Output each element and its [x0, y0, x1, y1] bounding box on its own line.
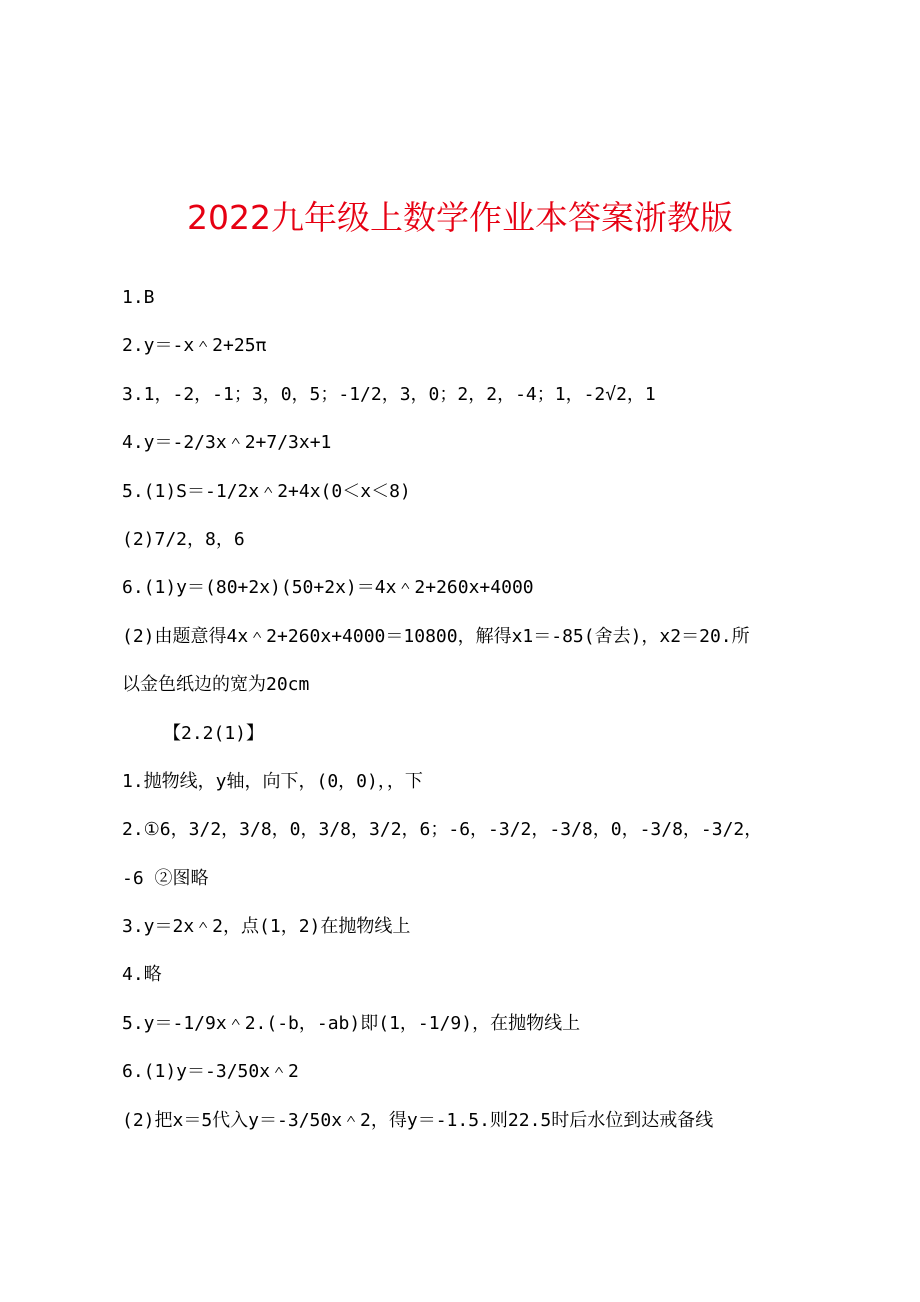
document-title: 2022九年级上数学作业本答案浙教版 [187, 198, 733, 237]
answer-line: 2.y＝-x＾2+25π [122, 335, 267, 357]
answer-line: 3.y＝2x＾2，点(1，2)在抛物线上 [122, 916, 411, 938]
answer-line: 1.抛物线，y轴，向下，(0，0)，，下 [122, 770, 423, 792]
answer-line: 4.y＝-2/3x＾2+7/3x+1 [122, 432, 332, 454]
answer-line: 6.(1)y＝(80+2x)(50+2x)＝4x＾2+260x+4000 [122, 577, 534, 599]
answer-line: 4.略 [122, 964, 162, 986]
document-body [122, 274, 812, 1145]
answer-line: (2)由题意得4x＾2+260x+4000＝10800，解得x1＝-85(舍去)，x2＝20.所 [122, 625, 750, 647]
answer-line: 3.1，-2，-1；3，0，5；-1/2，3，0；2，2，-4；1，-2√2，1 [122, 383, 656, 405]
answer-line: 6.(1)y＝-3/50x＾2 [122, 1061, 299, 1083]
answer-line: (2)7/2，8，6 [122, 528, 245, 550]
section-heading: 【2.2(1)】 [163, 722, 265, 744]
answer-line: 5.(1)S＝-1/2x＾2+4x(0＜x＜8) [122, 480, 411, 502]
answer-line: (2)把x＝5代入y＝-3/50x＾2，得y＝-1.5.则22.5时后水位到达戒备线 [122, 1109, 714, 1131]
answer-line: -6 ②图略 [122, 867, 209, 889]
answer-line: 5.y＝-1/9x＾2.(-b，-ab)即(1，-1/9)，在抛物线上 [122, 1012, 581, 1034]
answer-line: 以金色纸边的宽为20cm [122, 674, 310, 696]
answer-line: 2.①6，3/2，3/8，0，3/8，3/2，6；-6，-3/2，-3/8，0，-3/8，-3/2， [122, 819, 763, 841]
answer-line: 1.B [122, 287, 155, 308]
